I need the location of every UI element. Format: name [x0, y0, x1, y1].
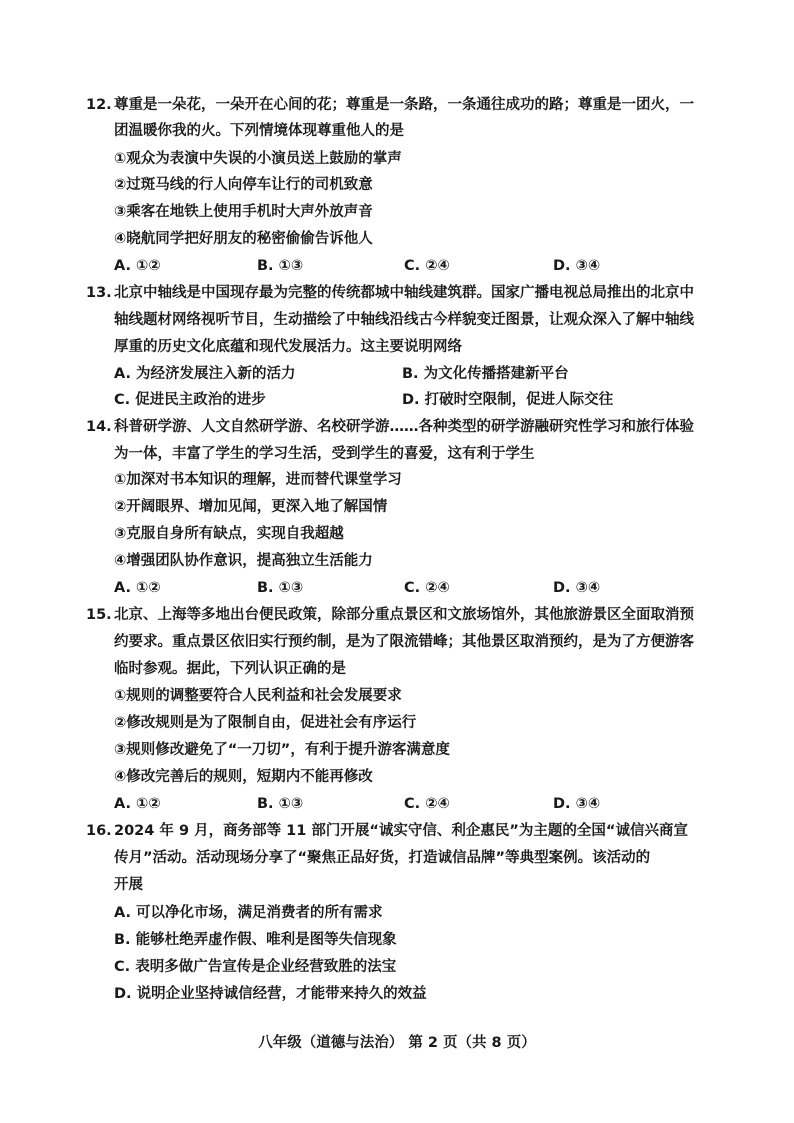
q14-number: 14. — [86, 419, 112, 435]
q12-statement: ④晓航同学把好朋友的秘密偷偷告诉他人 — [114, 231, 373, 247]
q15-stem-cont: 临时参观。据此，下列认识正确的是 — [114, 661, 346, 677]
q13-stem: 北京中轴线是中国现存最为完整的传统都城中轴线建筑群。国家广播电视总局推出的北京中 — [114, 285, 694, 301]
q12-option-c[interactable]: C. ②④ — [404, 258, 450, 274]
q12-item-2 — [0, 172, 794, 198]
q16-option-row-a — [0, 900, 794, 926]
q14-statement: ③克服自身所有缺点，实现自我超越 — [114, 526, 344, 542]
q15-line-1 — [0, 602, 794, 628]
q14-options — [0, 575, 794, 601]
q16-number: 16. — [86, 823, 112, 839]
q14-statement: ②开阔眼界、增加见闻，更深入地了解国情 — [114, 499, 388, 515]
q16-option-c[interactable]: C. 表明多做广告宣传是企业经营致胜的法宝 — [114, 959, 397, 975]
q14-statement: ④增强团队协作意识，提高独立生活能力 — [114, 553, 373, 569]
q12-statement: ①观众为表演中失误的小演员送上鼓励的掌声 — [114, 151, 402, 167]
q14-line-2 — [0, 441, 794, 467]
q15-stem: 北京、上海等多地出台便民政策，除部分重点景区和文旅场馆外，其他旅游景区全面取消预 — [114, 607, 694, 623]
q16-line-1 — [0, 818, 794, 844]
q15-statement: ④修改完善后的规则，短期内不能再修改 — [114, 769, 373, 785]
q12-options — [0, 253, 794, 279]
q14-statement: ①加深对书本知识的理解，进而替代课堂学习 — [114, 472, 402, 488]
q15-item-3 — [0, 737, 794, 763]
q15-statement: ①规则的调整要符合人民利益和社会发展要求 — [114, 688, 402, 704]
q12-statement: ③乘客在地铁上使用手机时大声外放声音 — [114, 204, 373, 220]
q12-statement: ②过斑马线的行人向停车让行的司机致意 — [114, 177, 373, 193]
q16-option-row-d — [0, 981, 794, 1007]
page-footer: 八年级（道德与法治） 第 2 页（共 8 页） — [258, 1035, 536, 1051]
q12-option-d[interactable]: D. ③④ — [553, 258, 601, 274]
q13-options-row-1 — [0, 361, 794, 387]
q16-line-3 — [0, 872, 794, 898]
q13-option-c[interactable]: C. 促进民主政治的进步 — [114, 392, 266, 408]
q14-item-1 — [0, 467, 794, 493]
q15-number: 15. — [86, 607, 112, 623]
q15-line-2 — [0, 629, 794, 655]
q12-line-1 — [0, 92, 794, 118]
q14-option-b[interactable]: B. ①③ — [257, 580, 304, 596]
q16-line-2 — [0, 845, 794, 871]
q15-line-3 — [0, 656, 794, 682]
q15-item-2 — [0, 710, 794, 736]
q16-option-b[interactable]: B. 能够杜绝弄虚作假、唯利是图等失信现象 — [114, 932, 397, 948]
q12-number: 12. — [86, 97, 112, 113]
q15-item-4 — [0, 764, 794, 790]
q13-line-1 — [0, 280, 794, 306]
q13-stem-cont: 厚重的历史文化底蕴和现代发展活力。这主要说明网络 — [114, 339, 462, 355]
q12-option-b[interactable]: B. ①③ — [257, 258, 304, 274]
q16-option-d[interactable]: D. 说明企业坚持诚信经营，才能带来持久的效益 — [114, 986, 427, 1002]
q14-item-2 — [0, 494, 794, 520]
q15-statement: ②修改规则是为了限制自由，促进社会有序运行 — [114, 715, 417, 731]
q12-item-1 — [0, 146, 794, 172]
q16-option-row-c — [0, 954, 794, 980]
q16-stem-cont: 开展 — [114, 877, 143, 893]
q13-line-2 — [0, 307, 794, 333]
q15-options — [0, 791, 794, 817]
q13-stem-cont: 轴线题材网络视听节目，生动描绘了中轴线沿线古今样貌变迁图景，让观众深入了解中轴线 — [114, 312, 694, 328]
q16-option-a[interactable]: A. 可以净化市场，满足消费者的所有需求 — [114, 905, 383, 921]
q15-statement: ③规则修改避免了“一刀切”，有利于提升游客满意度 — [114, 742, 450, 758]
q14-stem-cont: 为一体，丰富了学生的学习生活，受到学生的喜爱，这有利于学生 — [114, 446, 535, 462]
q12-option-a[interactable]: A. ①② — [114, 258, 161, 274]
q15-item-1 — [0, 683, 794, 709]
q13-option-d[interactable]: D. 打破时空限制，促进人际交往 — [402, 392, 614, 408]
q13-option-a[interactable]: A. 为经济发展注入新的活力 — [114, 366, 296, 382]
q13-options-row-2 — [0, 387, 794, 413]
q14-option-a[interactable]: A. ①② — [114, 580, 161, 596]
q13-line-3 — [0, 334, 794, 360]
q12-item-4 — [0, 226, 794, 252]
q16-stem: 2024 年 9 月，商务部等 11 部门开展“诚实守信、利企惠民”为主题的全国“诚信兴商宣 — [114, 823, 688, 839]
q12-stem-cont: 团温暖你我的火。下列情境体现尊重他人的是 — [114, 123, 404, 139]
q16-stem-cont: 传月”活动。活动现场分享了“聚焦正品好货，打造诚信品牌”等典型案例。该活动的 — [114, 850, 651, 866]
q14-stem: 科普研学游、人文自然研学游、名校研学游……各种类型的研学游融研究性学习和旅行体验 — [114, 419, 694, 435]
q12-item-3 — [0, 199, 794, 225]
q14-line-1 — [0, 414, 794, 440]
q12-line-2 — [0, 118, 794, 144]
q13-option-b[interactable]: B. 为文化传播搭建新平台 — [402, 366, 569, 382]
q15-option-b[interactable]: B. ①③ — [257, 796, 304, 812]
q15-stem-cont: 约要求。重点景区依旧实行预约制，是为了限流错峰；其他景区取消预约，是为了方便游客 — [114, 634, 694, 650]
q14-option-d[interactable]: D. ③④ — [553, 580, 601, 596]
q15-option-c[interactable]: C. ②④ — [404, 796, 450, 812]
q14-item-4 — [0, 548, 794, 574]
q12-stem: 尊重是一朵花，一朵开在心间的花；尊重是一条路，一条通往成功的路；尊重是一团火，一 — [114, 97, 694, 113]
q13-number: 13. — [86, 285, 112, 301]
q14-option-c[interactable]: C. ②④ — [404, 580, 450, 596]
q14-item-3 — [0, 521, 794, 547]
q16-option-row-b — [0, 927, 794, 953]
q15-option-d[interactable]: D. ③④ — [553, 796, 601, 812]
q15-option-a[interactable]: A. ①② — [114, 796, 161, 812]
